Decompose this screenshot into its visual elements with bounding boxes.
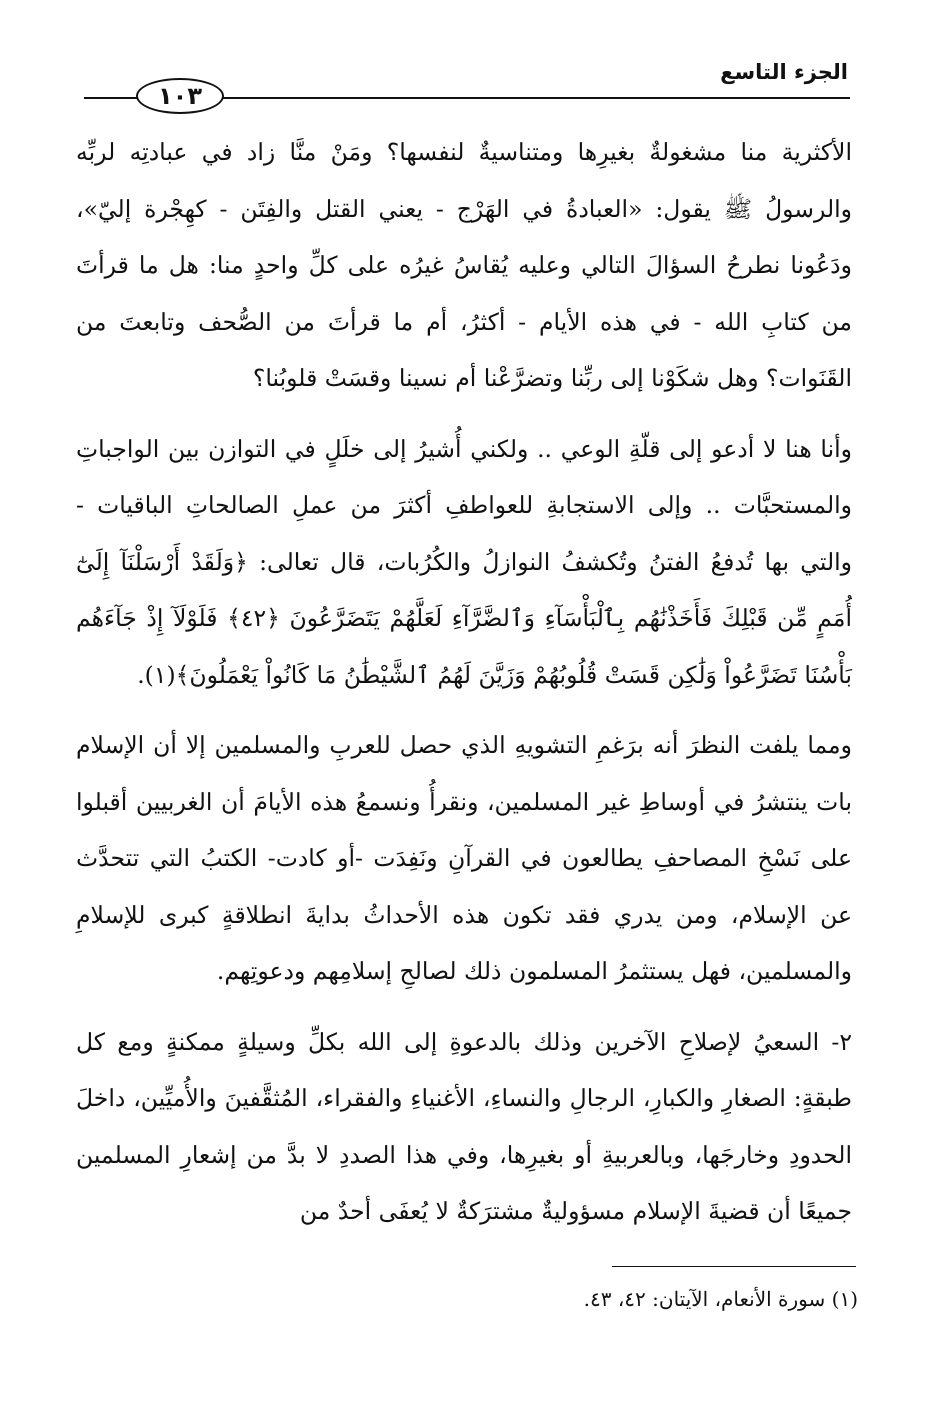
footnote-rule [612, 1266, 856, 1267]
paragraph: وأنا هنا لا أدعو إلى قلّةِ الوعي .. ولكني أُشيرُ إلى خلَلٍ في التوازن بين الواجباتِ والمستحبَّات .. وإلى الاستجابةِ للعواطفِ أكثرَ من عملِ الصالحاتِ الباقيات - والتي بها تُدفعُ الفتنُ وتُكشفُ النوازلُ والكُرُبات، قال تعالى: ﴿وَلَقَدْ أَرْسَلْنَآ إِلَىٰٓ أُمَمٍ مِّن قَبْلِكَ فَأَخَذْنَٰهُم بِٱلْبَأْسَآءِ وَٱلضَّرَّآءِ لَعَلَّهُمْ يَتَضَرَّعُونَ ﴿٤٢﴾ فَلَوْلَآ إِذْ جَآءَهُم بَأْسُنَا تَضَرَّعُواْ وَلَٰكِن قَسَتْ قُلُوبُهُمْ وَزَيَّنَ لَهُمُ ٱلشَّيْطَٰنُ مَا كَانُواْ يَعْمَلُونَ﴾(١). [76, 434, 853, 689]
running-title: الجزء التاسع [720, 60, 848, 84]
paragraph: الأكثرية منا مشغولةٌ بغيرِها ومتناسيةٌ لنفسها؟ ومَنْ منَّا زاد في عبادتِه لربِّه والرسولُ ﷺ يقول: «العبادةُ في الهَرْج - يعني القتل والفِتَن - كهِجْرة إليّ»، ودَعُونا نطرحُ السؤالَ التالي وعليه يُقاسُ غيرُه على كلِّ واحدٍ منا: هل ما قرأتَ من كتابِ الله - في هذه الأيام - أكثرُ، أم ما قرأتَ من الصُّحف وتابعتَ من القَنَوات؟ وهل شكَوْنا إلى ربِّنا وتضرَّعْنا أم نسينا وقسَتْ قلوبُنا؟ [76, 138, 852, 392]
paragraph: ٢- السعيُ لإصلاحِ الآخرين وذلك بالدعوةِ إلى الله بكلِّ وسيلةٍ ممكنةٍ ومع كل طبقةٍ: الصغارِ والكبارِ، الرجالِ والنساءِ، الأغنياءِ والفقراء، المُثقَّفينَ والأُميِّين، داخلَ الحدودِ وخارجَها، وبالعربيةِ أو بغيرِها، وفي هذا الصددِ لا بدَّ من إشعارِ المسلمين جميعًا أن قضيةَ الإسلام مسؤوليةٌ مشترَكةٌ لا يُعفَى أحدٌ من [76, 1027, 852, 1225]
paragraph: ومما يلفت النظرَ أنه برَغمِ التشويهِ الذي حصل للعربِ والمسلمين إلا أن الإسلام بات ينتشرُ في أوساطِ غير المسلمين، ونقرأُ ونسمعُ هذه الأيامَ أن الغربيين أقبلوا على نَسْخِ المصاحفِ يطالعون في القرآنِ ونَفِدَت -أو كادت- الكتبُ التي تتحدَّث عن الإسلام، ومن يدري فقد تكون هذه الأحداثُ بدايةَ انطلاقةٍ كبرى للإسلامِ والمسلمين، فهل يستثمرُ المسلمون ذلك لصالحِ إسلامِهم ودعوتِهم. [76, 731, 852, 985]
page-number: ١٠٣ [136, 78, 224, 114]
footnote: (١) سورة الأنعام، الآيتان: ٤٢، ٤٣. [583, 1287, 858, 1311]
main-text [76, 124, 852, 1240]
